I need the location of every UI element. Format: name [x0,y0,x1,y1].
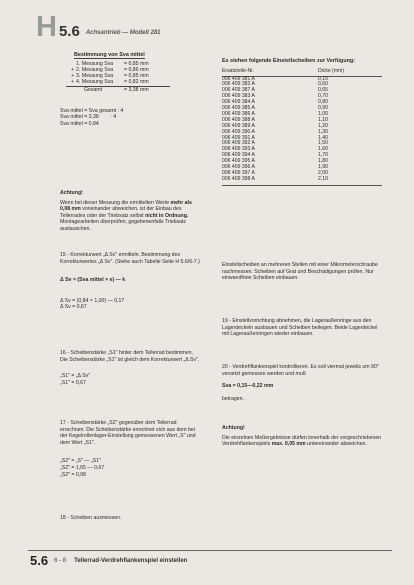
thickness-cell: 0,70 [318,93,328,100]
part-number-cell: 006 409 396 A [222,164,255,171]
step-16 [60,350,200,386]
part-number-cell: 006 409 381 A [222,75,255,82]
part-number-cell: 006 409 392 A [222,140,255,147]
measurement-sign: + [70,72,74,79]
step17-calc1: „S2" = „S" — „S1" [60,458,101,465]
measurement-label: 1. Messung Sva [76,60,114,67]
step20-value: Sva = 0,15—0,22 mm [222,383,274,390]
thickness-cell: 2,00 [318,170,328,176]
bestimmung-title: Bestimmung von Sva mittel [74,52,145,58]
right-note-text: Einstellscheiben an mehreren Stellen mit einer Mikrometerschraube nachmessen. Scheiben auf Grat und Beschädigungen prüfen. Nur einwandfreie Scheiben einbauen. [222,262,378,282]
measurement-value: = 0,86 mm [124,66,149,73]
achtung-note-1 [60,190,200,233]
step16-text: 16 - Scheibenstärke „S1" hinter dem Tellerrad bestimmen. Die Scheibenstärke „S1" ist gleich dem Korrekturwert „Δ Sv". [60,350,200,363]
shim-table-block [222,58,382,185]
achtung1-text-mid: voneinander abweichen, ist der Einbau des Tellerrades oder der Triebsatz selbst [60,206,182,219]
step16-calc2: „S1" = 0,67 [60,379,86,386]
step15-formula: Δ Sv = (Sva mittel × e) — k [60,277,126,284]
footer-page: 6 - 8 [54,557,67,564]
thickness-cell: 1,30 [318,128,328,135]
thickness-cell: 1,20 [318,122,328,129]
measurement-rows [60,61,200,86]
part-number-cell: 006 409 395 A [222,158,255,165]
step19-text: 19 - Einstellvorrichtung abnehmen, die Lageraußenringe aus den Lagerdeckeln ausbauen und Scheiben beilegen. Beide Lagerdeckel mit Lageraußenringen wieder einbauen. [222,318,378,338]
achtung1-bold2: nicht in Ordnung. [145,212,189,219]
thickness-cell: 1,90 [318,164,328,171]
measurement-sign: + [70,66,74,73]
part-number-cell: 006 409 384 A [222,99,255,106]
gesamt-label: Gesamt [84,87,103,94]
thickness-cell: 0,60 [318,81,328,88]
table-header-thickness: Dicke (mm) [318,69,382,76]
part-number-cell: 006 409 390 A [222,128,255,135]
measurement-value: = 0,82 mm [124,79,149,86]
measurement-value: = 0,85 mm [124,60,149,67]
thickness-cell: 1,00 [318,110,328,117]
step15-calc2: Δ Sv = 0,67 [60,304,87,311]
mittel-line-3: Sva mittel = 0,84 [60,120,99,127]
part-number-cell: 006 409 393 A [222,146,255,153]
achtung-note-2 [222,425,382,448]
mittel-line-1: Sva mittel = Sva gesamt : 4 [60,107,124,114]
achtung2-text-after: untereinander abweichen. [307,441,367,448]
thickness-cell: 2,10 [318,175,328,182]
step-20 [222,364,382,402]
part-number-cell: 006 409 382 A [222,81,255,88]
page-header [36,11,161,43]
section-letter: H [36,11,56,43]
mittel-line-2: Sva mittel = 3,38 : 4 [60,114,117,121]
part-number-cell: 006 409 398 A [222,175,255,182]
step15-calc1: Δ Sv = (0,84 × 1,00) — 0,17 [60,297,125,304]
thickness-cell: 0,65 [318,87,328,94]
gesamt-value: = 3,38 mm [124,87,149,94]
step-18 [60,515,200,522]
part-number-cell: 006 409 389 A [222,122,255,129]
achtung1-text-before: Wenn bei dieser Messung die ermittelten Werte [60,199,170,206]
part-number-cell: 006 409 383 A [222,93,255,100]
achtung2-text-before: Die einzelnen Meßergebnisse dürfen innerhalb der vorgeschriebenen Verdrehflankenspiels [222,434,382,448]
achtung1-bold1: mehr als 0,08 mm [60,199,192,213]
measurement-label: 3. Messung Sva [76,72,114,79]
thickness-cell: 1,80 [318,158,328,165]
thickness-cell: 1,10 [318,116,328,123]
step18-text: 18 - Scheiben ausmessen. [60,515,122,521]
bestimmung-block [60,52,200,127]
measurement-label: 2. Messung Sva [76,66,114,73]
part-number-cell: 006 409 397 A [222,170,255,176]
table-title: Es stehen folgende Einstellscheiben zur Verfügung: [222,58,355,64]
table-bottom-rule [222,185,382,186]
step-19 [222,318,382,338]
footer-number: 5.6 [30,553,49,568]
right-note [222,262,382,282]
step16-calc1: „S1" = „Δ Sv" [60,373,91,380]
measurement-sign: + [70,79,74,86]
footer-rule [28,550,392,551]
step17-text: 17 - Scheibenstärke „S2" gegenüber dem Tellerrad errechnen. Die Scheibenstärke errechnet sich aus dem bei der Kegelrollenlager-Einstellung gemessenen Wert „S" und dem Wert „S1". [60,420,196,446]
part-number-cell: 006 409 388 A [222,116,255,123]
part-number-cell: 006 409 394 A [222,152,255,159]
thickness-cell: 0,90 [318,105,328,112]
thickness-cell: 0,15 [318,75,328,82]
thickness-cell: 1,40 [318,134,328,141]
page-footer [30,553,390,568]
part-number-cell: 006 409 387 A [222,87,255,94]
measurement-value: = 0,85 mm [124,72,149,79]
achtung1-text-after: Montagearbeiten überprüfen, gegebenenfalls Triebsatz austauschen. [60,219,187,232]
footer-title: Tellerrad-Verdrehflankenspiel einstellen [74,557,188,564]
part-number-cell: 006 409 385 A [222,105,255,112]
thickness-cell: 0,80 [318,99,328,106]
thickness-cell: 1,60 [318,146,328,153]
measurement-row [60,79,200,85]
step20-text: 20 - Verdrehflankenspiel kontrollieren. Es soll viermal jeweils um 90° versetzt gemessen werden und muß [222,364,379,377]
part-number-cell: 006 409 391 A [222,134,255,141]
header-title: Achsantrieb — Modell 281 [85,30,161,36]
section-number: 5.6 [58,23,80,40]
table-header-part: Ersatzteile-Nr. [222,69,318,76]
table-row [222,177,382,183]
step20-after: betragen. [222,395,244,402]
achtung2-bold: max. 0,05 mm [271,441,306,448]
step-17 [60,420,200,478]
step17-calc3: „S2" = 0,98 [60,471,86,478]
step-15 [60,252,200,311]
measurement-label: 4. Messung Sva [76,79,114,86]
achtung-title-1: Achtung! [60,190,83,196]
achtung-title-2: Achtung! [222,425,245,431]
part-number-cell: 006 409 386 A [222,110,255,117]
step17-calc2: „S2" = 1,65 — 0,67 [60,464,105,471]
shim-table [222,69,382,183]
step15-text: 15 - Korrekturwert „Δ Sv" ermitteln. Bestimmung des Korrekturwertes „Δ Sv". (Siehe auch Tabelle Seite H 5.6/6-7.) [60,252,200,265]
thickness-cell: 1,50 [318,140,328,147]
thickness-cell: 1,70 [318,152,328,159]
